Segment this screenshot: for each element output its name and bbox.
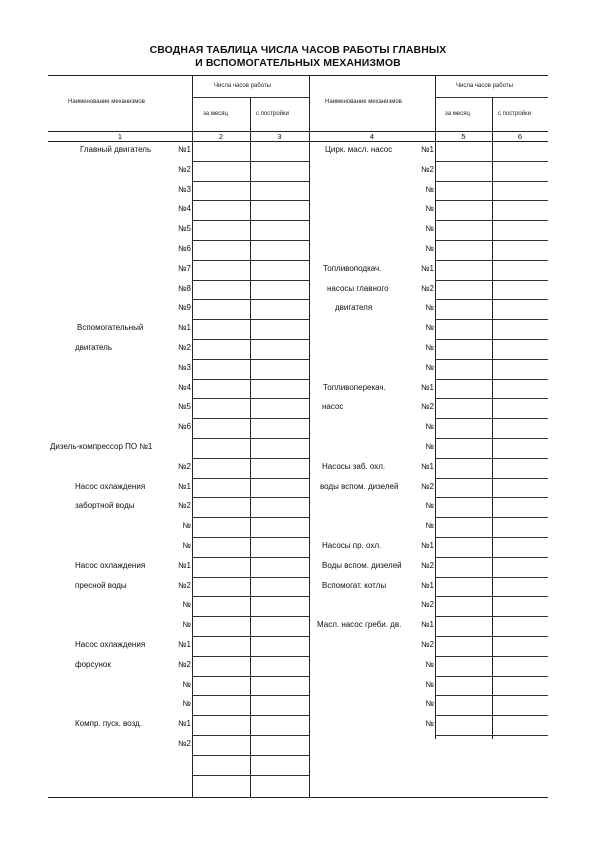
right-entry-row-line: [435, 458, 548, 459]
col-number-4: 4: [369, 132, 375, 141]
left-entry-row-line: [192, 418, 309, 419]
left-mechanism-label: Вспомогательный: [77, 323, 144, 332]
table-bottom-rule: [48, 797, 548, 798]
left-unit-number: №5: [177, 224, 191, 233]
right-entry-row-line: [435, 656, 548, 657]
right-unit-number: №1: [420, 620, 434, 629]
left-entry-row-line: [192, 735, 309, 736]
left-unit-number: №1: [177, 323, 191, 332]
left-mechanism-label: Насос охлаждения: [75, 482, 146, 491]
right-entry-row-line: [435, 537, 548, 538]
right-mechanism-label: Топливоперекач.: [323, 383, 386, 392]
left-unit-number: №2: [177, 165, 191, 174]
left-unit-number: №1: [177, 719, 191, 728]
body-vline: [492, 141, 493, 739]
left-entry-row-line: [192, 200, 309, 201]
right-entry-row-line: [435, 379, 548, 380]
left-entry-row-line: [192, 379, 309, 380]
right-unit-number: №: [425, 422, 434, 431]
left-mechanism-label: Главный двигатель: [80, 145, 152, 154]
left-unit-number: №6: [177, 244, 191, 253]
number-row-bottom-rule: [48, 141, 548, 142]
right-mechanism-label: насос: [322, 402, 344, 411]
left-entry-row-line: [192, 596, 309, 597]
col-number-3: 3: [277, 132, 282, 141]
title-line-2: И ВСПОМОГАТЕЛЬНЫХ МЕХАНИЗМОВ: [195, 57, 401, 69]
left-entry-row-line: [192, 497, 309, 498]
left-unit-number: №3: [177, 185, 191, 194]
left-mechanism-label: забортной воды: [75, 501, 135, 510]
left-entry-row-line: [192, 656, 309, 657]
right-unit-number: №2: [420, 402, 434, 411]
right-entry-row-line: [435, 339, 548, 340]
right-mechanism-label: Цирк. масл. насос: [325, 145, 393, 154]
body-vline: [435, 141, 436, 739]
right-unit-number: №: [425, 224, 434, 233]
left-entry-row-line: [192, 676, 309, 677]
right-unit-number: №: [425, 363, 434, 372]
right-entry-row-line: [435, 636, 548, 637]
left-unit-number: №2: [177, 501, 191, 510]
left-unit-number: №: [182, 699, 191, 708]
col-header-hours-right: Числа часов работы: [456, 83, 513, 89]
left-entry-row-line: [192, 438, 309, 439]
right-entry-row-line: [435, 616, 548, 617]
right-mechanism-label: Насосы заб. охл.: [322, 462, 386, 471]
right-unit-number: №2: [420, 165, 434, 174]
right-unit-number: №: [425, 343, 434, 352]
left-unit-number: №: [182, 620, 191, 629]
left-entry-row-line: [192, 260, 309, 261]
left-unit-number: №: [182, 521, 191, 530]
right-mechanism-label: двигателя: [335, 303, 373, 312]
right-unit-number: №1: [420, 581, 434, 590]
left-unit-number: №3: [177, 363, 191, 372]
right-unit-number: №2: [420, 640, 434, 649]
right-mechanism-label: Вспомогат. котлы: [322, 581, 387, 590]
right-unit-number: №2: [420, 600, 434, 609]
left-unit-number: №9: [177, 303, 191, 312]
right-entry-row-line: [435, 577, 548, 578]
right-entry-row-line: [435, 735, 548, 736]
right-mechanism-label: Масл. насос греби. дв.: [317, 620, 402, 629]
right-entry-row-line: [435, 478, 548, 479]
left-entry-row-line: [192, 280, 309, 281]
left-unit-number: №: [182, 541, 191, 550]
right-unit-number: №: [425, 719, 434, 728]
left-entry-row-line: [192, 636, 309, 637]
right-entry-row-line: [435, 715, 548, 716]
left-unit-number: №6: [177, 422, 191, 431]
left-unit-number: №2: [177, 462, 191, 471]
right-mechanism-label: Насосы пр. охл.: [322, 541, 382, 550]
left-unit-number: №: [182, 680, 191, 689]
right-entry-row-line: [435, 260, 548, 261]
right-unit-number: №: [425, 521, 434, 530]
right-entry-row-line: [435, 359, 548, 360]
right-unit-number: №1: [420, 264, 434, 273]
right-entry-row-line: [435, 398, 548, 399]
left-entry-row-line: [192, 458, 309, 459]
left-unit-number: №2: [177, 660, 191, 669]
left-entry-row-line: [192, 537, 309, 538]
right-entry-row-line: [435, 497, 548, 498]
left-unit-number: №8: [177, 284, 191, 293]
left-entry-row-line: [192, 181, 309, 182]
right-mechanism-label: Воды вспом. дизелей: [322, 561, 402, 570]
body-vline: [309, 141, 310, 797]
right-unit-number: №: [425, 680, 434, 689]
col-header-mechanisms-right: Наименование механизмов: [325, 99, 402, 105]
left-unit-number: №1: [177, 640, 191, 649]
right-unit-number: №: [425, 699, 434, 708]
col-header-since-built-left: с постройки: [256, 111, 290, 117]
right-entry-row-line: [435, 299, 548, 300]
right-unit-number: №1: [420, 462, 434, 471]
left-entry-row-line: [192, 319, 309, 320]
right-unit-number: №1: [420, 541, 434, 550]
left-mechanism-label: Компр. пуск. возд.: [75, 719, 142, 728]
left-entry-row-line: [192, 715, 309, 716]
left-entry-row-line: [192, 398, 309, 399]
right-unit-number: №1: [420, 145, 434, 154]
right-unit-number: №: [425, 323, 434, 332]
left-mechanism-label: Насос охлаждения: [75, 561, 146, 570]
col-header-mechanisms-left: Наименование механизмов: [68, 99, 145, 105]
col-number-5: 5: [461, 132, 466, 141]
right-unit-number: №: [425, 185, 434, 194]
left-mechanism-label: Дизель-компрессор ПО №1: [50, 442, 153, 451]
right-unit-number: №2: [420, 284, 434, 293]
title-line-1: СВОДНАЯ ТАБЛИЦА ЧИСЛА ЧАСОВ РАБОТЫ ГЛАВНЫХ: [149, 44, 447, 56]
right-unit-number: №: [425, 660, 434, 669]
left-entry-row-line: [192, 299, 309, 300]
left-unit-number: №1: [177, 561, 191, 570]
left-entry-row-line: [192, 339, 309, 340]
col-header-hours-left: Числа часов работы: [214, 83, 271, 89]
col-number-1: 1: [117, 132, 123, 141]
left-entry-row-line: [192, 695, 309, 696]
right-unit-number: №2: [420, 561, 434, 570]
col-number-2: 2: [218, 132, 224, 141]
right-entry-row-line: [435, 418, 548, 419]
left-unit-number: №4: [177, 383, 191, 392]
right-entry-row-line: [435, 319, 548, 320]
left-entry-row-line: [192, 161, 309, 162]
left-entry-row-line: [192, 755, 309, 756]
right-unit-number: №: [425, 244, 434, 253]
col-number-6: 6: [517, 132, 523, 141]
left-unit-number: №1: [177, 145, 191, 154]
left-mechanism-label: двигатель: [75, 343, 112, 352]
left-entry-row-line: [192, 557, 309, 558]
right-unit-number: №2: [420, 482, 434, 491]
left-unit-number: №7: [177, 264, 191, 273]
right-unit-number: №: [425, 303, 434, 312]
left-entry-row-line: [192, 240, 309, 241]
right-unit-number: №1: [420, 383, 434, 392]
left-unit-number: №2: [177, 581, 191, 590]
left-unit-number: №1: [177, 482, 191, 491]
right-entry-row-line: [435, 438, 548, 439]
left-entry-row-line: [192, 775, 309, 776]
col-header-since-built-right: с постройки: [498, 111, 532, 117]
right-unit-number: №: [425, 442, 434, 451]
right-entry-row-line: [435, 557, 548, 558]
col-header-per-month-right: за месяц: [445, 111, 470, 117]
right-entry-row-line: [435, 240, 548, 241]
left-unit-number: №: [182, 600, 191, 609]
left-entry-row-line: [192, 577, 309, 578]
right-entry-row-line: [435, 596, 548, 597]
right-entry-row-line: [435, 220, 548, 221]
left-entry-row-line: [192, 616, 309, 617]
left-unit-number: №2: [177, 343, 191, 352]
left-unit-number: №5: [177, 402, 191, 411]
col-header-per-month-left: за месяц: [203, 111, 228, 117]
left-entry-row-line: [192, 517, 309, 518]
table-top-rule: [48, 75, 548, 76]
left-mechanism-label: Насос охлаждения: [75, 640, 146, 649]
right-unit-number: №: [425, 501, 434, 510]
left-entry-row-line: [192, 359, 309, 360]
left-entry-row-line: [192, 478, 309, 479]
left-entry-row-line: [192, 220, 309, 221]
right-entry-row-line: [435, 280, 548, 281]
left-unit-number: №4: [177, 204, 191, 213]
right-unit-number: №: [425, 204, 434, 213]
left-mechanism-label: форсунок: [75, 660, 111, 669]
left-mechanism-label: пресной воды: [75, 581, 127, 590]
right-entry-row-line: [435, 161, 548, 162]
right-entry-row-line: [435, 676, 548, 677]
right-mechanism-label: Топливоподкач.: [323, 264, 382, 273]
right-entry-row-line: [435, 200, 548, 201]
right-entry-row-line: [435, 517, 548, 518]
left-unit-number: №2: [177, 739, 191, 748]
right-entry-row-line: [435, 181, 548, 182]
right-mechanism-label: воды вспом. дизелей: [320, 482, 399, 491]
right-mechanism-label: насосы главного: [327, 284, 389, 293]
right-entry-row-line: [435, 695, 548, 696]
